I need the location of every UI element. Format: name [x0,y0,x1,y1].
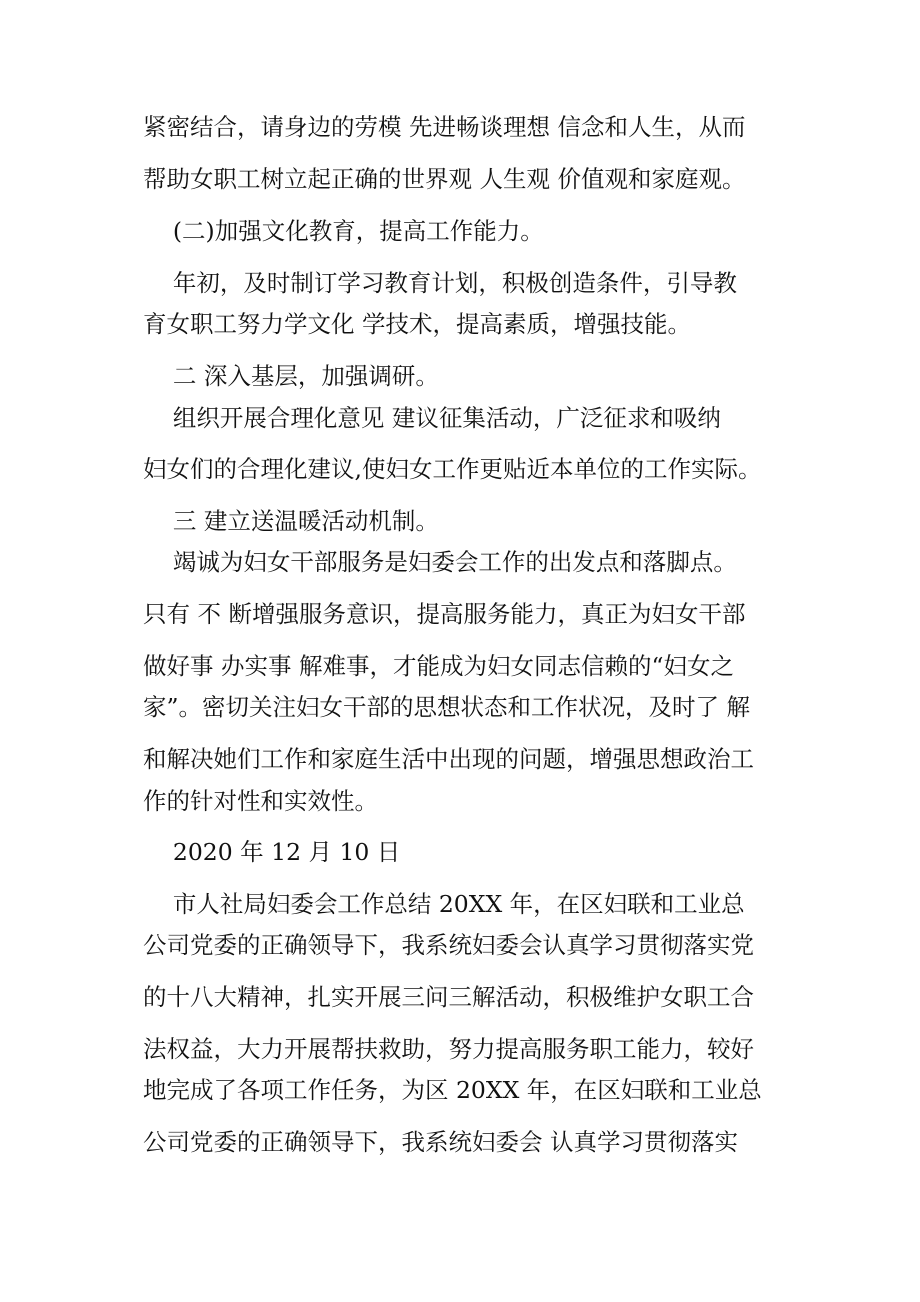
text-line: 紧密结合，请身边的劳模 先进畅谈理想 信念和人生，从而 [143,113,746,141]
text-line: 帮助女职工树立起正确的世界观 人生观 价值观和家庭观。 [143,165,746,193]
text-line: 育女职工努力学文化 学技术，提高素质，增强技能。 [143,310,691,338]
text-line: 做好事 办实事 解难事，才能成为妇女同志信赖的“妇女之 [143,652,734,680]
text-line: 的十八大精神，扎实开展三问三解活动，积极维护女职工合 [143,983,754,1011]
section-heading: 二 深入基层，加强调研。 [143,362,439,390]
text-line: 市人社局妇委会工作总结 20XX 年，在区妇联和工业总 [143,890,745,918]
section-heading: (二)加强文化教育，提高工作能力。 [143,217,544,245]
section-heading: 三 建立送温暖活动机制。 [143,507,439,535]
text-line: 妇女们的合理化建议,使妇女工作更贴近本单位的工作实际。 [143,455,762,483]
date-line: 2020 年 12 月 10 日 [143,838,401,866]
text-line: 法权益，大力开展帮扶救助，努力提高服务职工能力，较好 [143,1035,754,1063]
text-line: 公司党委的正确领导下，我系统妇委会 认真学习贯彻落实 [143,1128,738,1156]
text-line: 公司党委的正确领导下，我系统妇委会认真学习贯彻落实党 [143,931,754,959]
text-line: 地完成了各项工作任务，为区 20XX 年，在区妇联和工业总 [143,1076,762,1104]
text-line: 和解决她们工作和家庭生活中出现的问题，增强思想政治工 [143,745,754,773]
text-line: 组织开展合理化意见 建议征集活动，广泛征求和吸纳 [143,404,721,432]
text-line: 年初，及时制订学习教育计划，积极创造条件，引导教 [143,269,737,297]
text-line: 竭诚为妇女干部服务是妇委会工作的出发点和落脚点。 [143,548,737,576]
text-line: 作的针对性和实效性。 [143,787,378,815]
text-line: 家”。密切关注妇女干部的思想状态和工作状况，及时了 解 [143,693,750,721]
text-line: 只有 不 断增强服务意识，提高服务能力，真正为妇女干部 [143,600,746,628]
